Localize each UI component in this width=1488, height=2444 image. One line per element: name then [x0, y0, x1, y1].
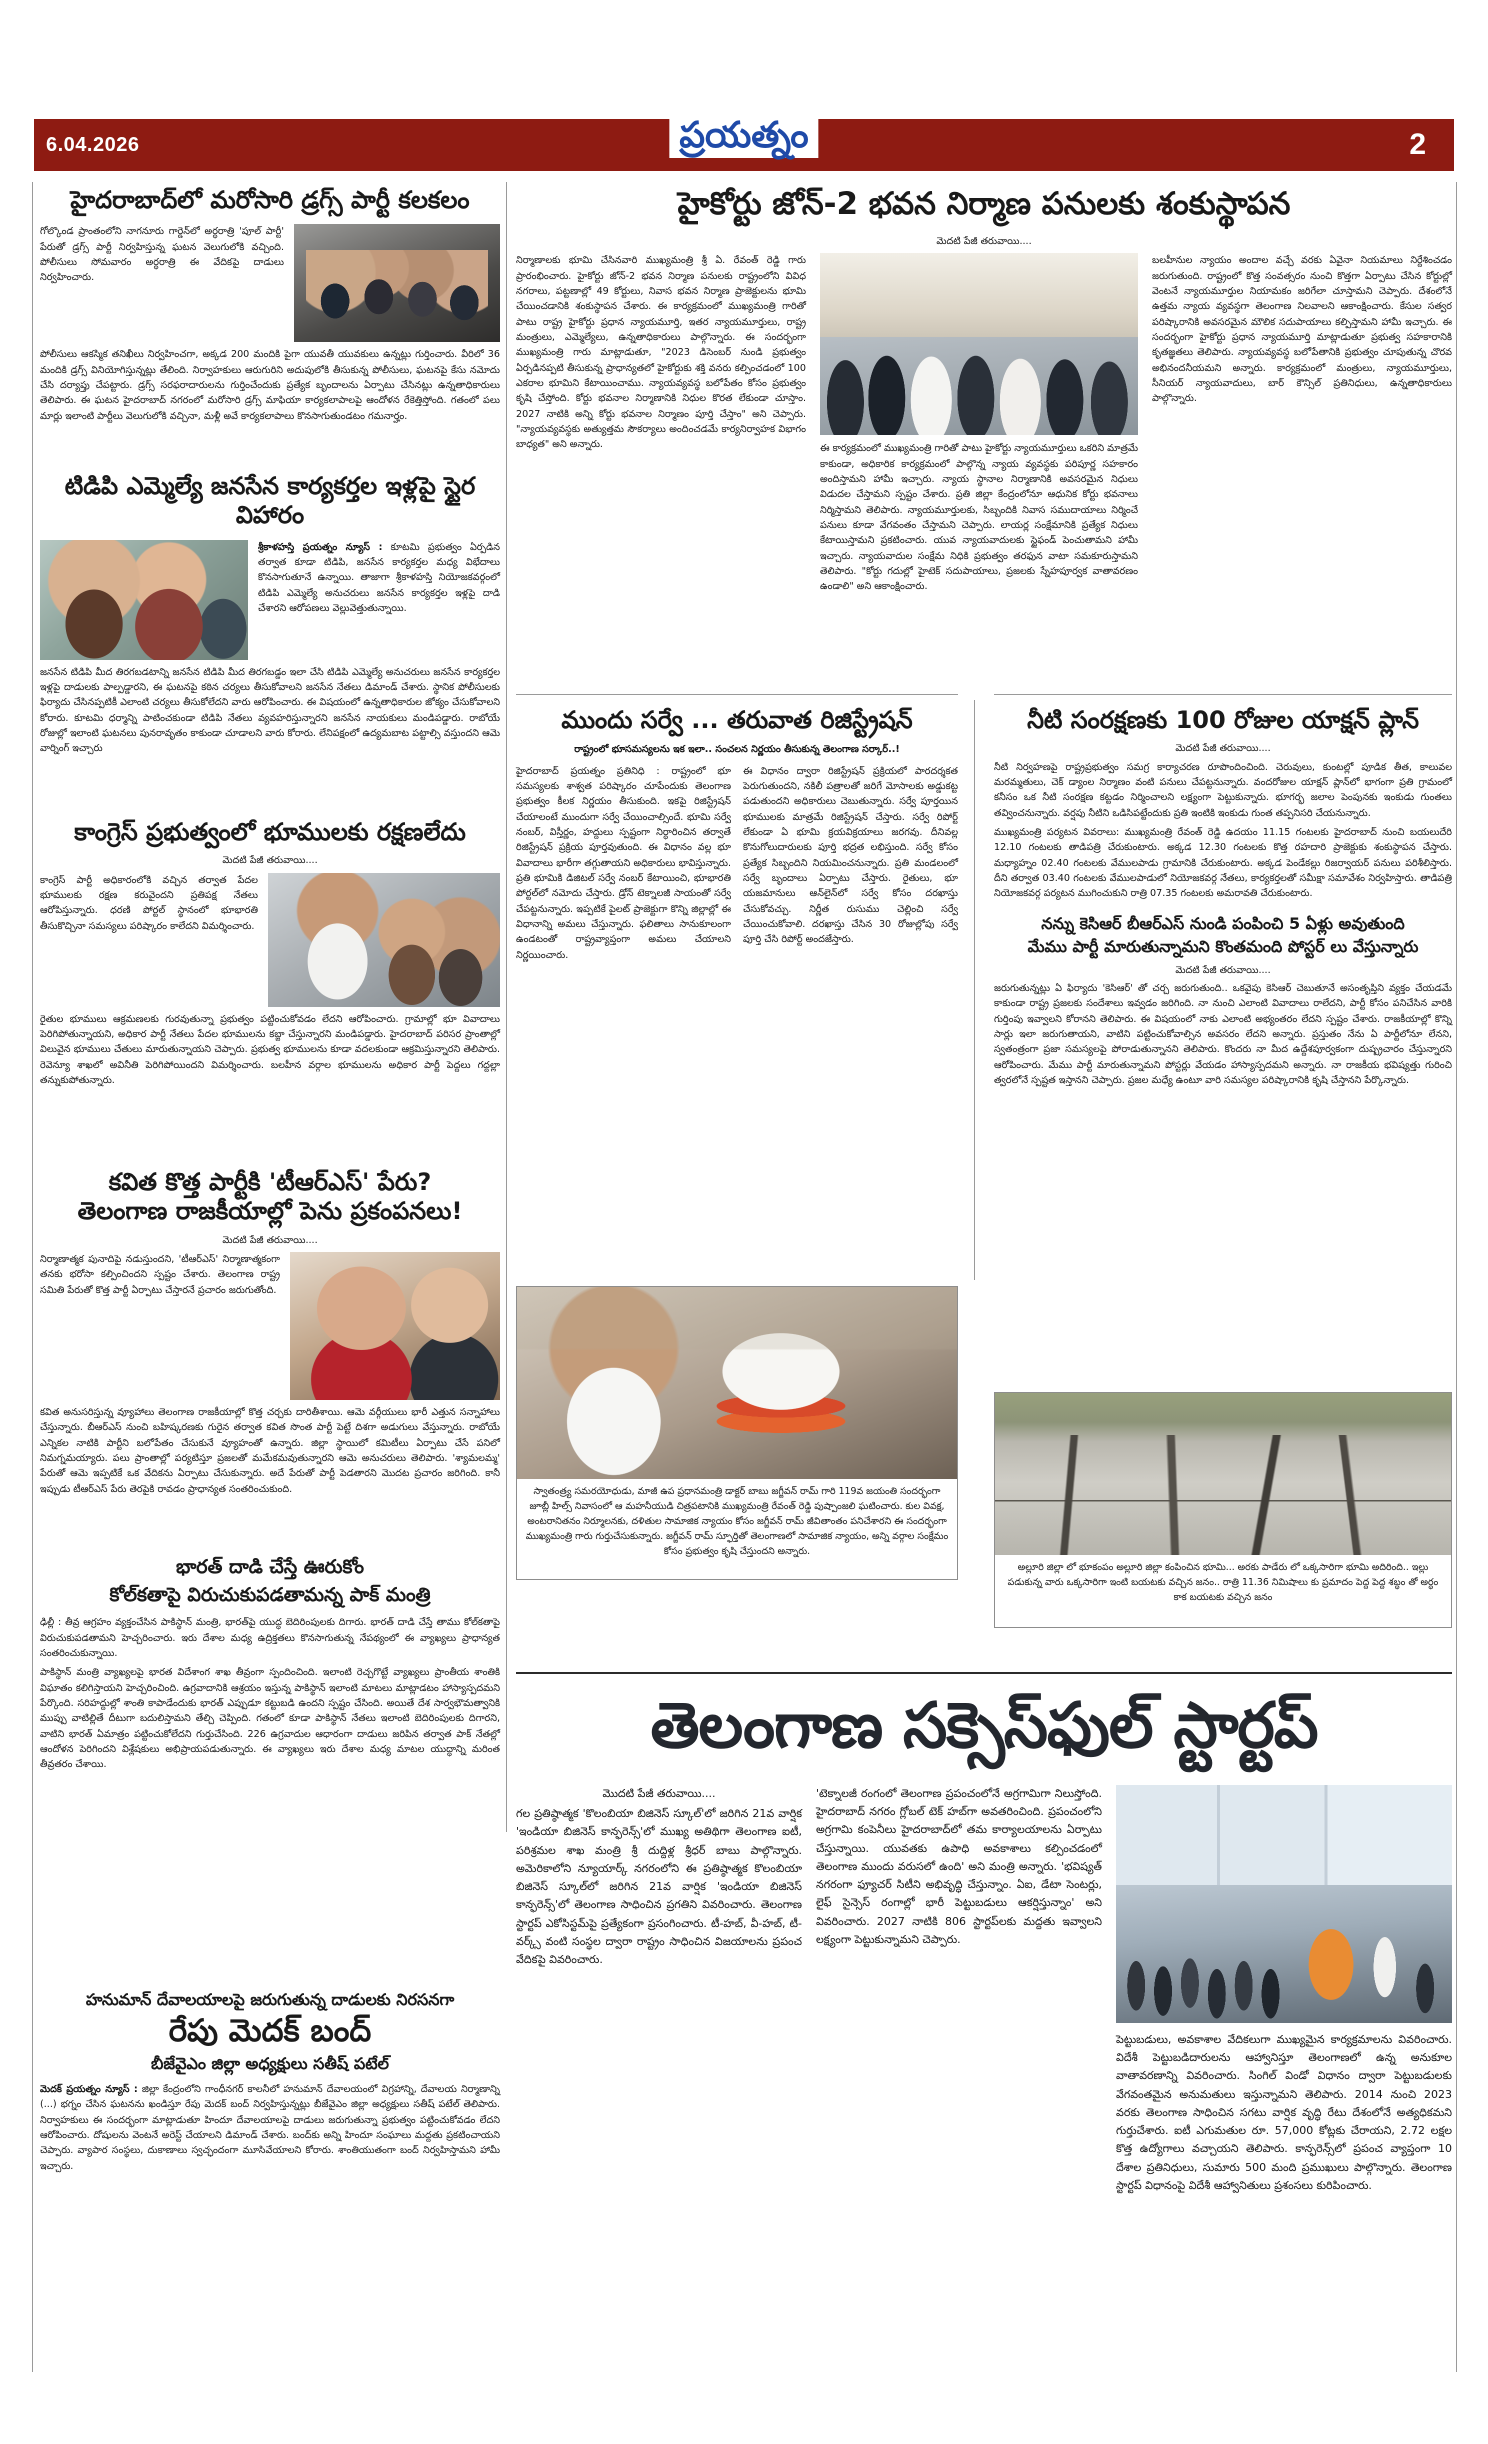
- article-kavitha-text-1: నిర్మాణాత్మక పునాదిపై నడుస్తుందని, 'టీఆర్ఎస్' నిర్మాణాత్మకంగా తనకు భరోసా కల్పించిందని స్పష్టం చేశారు. తెలంగాణ రాష్ట్ర సమితి పేరుతో కొత్త పార్టీ ఏర్పాటు చేస్తారనే ప్రచారం జరుగుతోంది.: [40, 1253, 280, 1296]
- dateline-congress: మెదటి పేజీ తరువాయి....: [222, 855, 318, 867]
- column-divider-right: [1456, 182, 1457, 2372]
- dateline-high-court: మెదటి పేజీ తరువాయి....: [936, 235, 1032, 247]
- headline-kavitha-line2: తెలంగాణ రాజకీయాల్లో పెను ప్రకంపనలు!: [77, 1197, 463, 1226]
- dateline-startup: మొదటి పేజీ తరువాయి....: [602, 1786, 716, 1800]
- column-divider-survey-water: [974, 700, 975, 1280]
- page-number: 2: [1409, 128, 1426, 161]
- caption-earthquake: అల్లూరి జిల్లా లో భూకంపం అల్లూరి జిల్లా కంపించిన భూమి... అరకు పాడేరు లో ఒక్కసారిగా భూమి అదిరింది.. ఇల్లు పడుకున్న వారు ఒక్కసారిగా ఇంటి బయటకు వచ్చిన జనం.. రాత్రి 11.36 నిమిషాలు కు ప్రమాదం పెద్ద పెద్ద శబ్ధం తో అర్ధం కాక బయటకు వచ్చిన జనం: [1007, 1562, 1439, 1604]
- photo-box-earthquake: [994, 1392, 1452, 1628]
- jagjivan-ram-tribute-photo: [517, 1287, 957, 1479]
- headline-medak-main: రేపు మెదక్ బంద్: [168, 2012, 372, 2049]
- article-congress-lands: [40, 818, 500, 1088]
- main-story-col-1: నిర్మాణాలకు భూమి చేసినవారి ముఖ్యమంత్రి శ్రీ ఏ. రేవంత్ రెడ్డి గారు ప్రారంభించారు. హైకోర్టు జోన్-2 భవన నిర్మాణ పనులకు రాష్ట్రంలోని వివిధ నగరాలు, పట్టణాల్లో 49 కోర్టులు, నివాస భవన నిర్మాణ ప్రాజెక్టులను భూమి చేయించడానికి శంకుస్థాపన చేశారు. ఈ కార్యక్రమంలో ముఖ్యమంత్రి గారితో పాటు రాష్ట్ర హైకోర్టు ప్రధాన న్యాయమూర్తి, ఇతర న్యాయమూర్తులు, రాష్ట్ర మంత్రులు, ఎమ్మెల్యేలు, ఉన్నతాధికారులు పాల్గొన్నారు. ఈ సందర్భంగా ముఖ్యమంత్రి గారు మాట్లాడుతూ, "2023 డిసెంబర్ నుండి ప్రభుత్వం ఏర్పడినప్పటి తీసుకున్న ప్రాధాన్యతలో హైకోర్టుకు శక్తి వనరు కల్పించడంలో 100 ఎకరాల భూమిని కేటాయించాము. న్యాయవ్యవస్థ బలోపేతం కోసం ప్రభుత్వం కృషి చేస్తోంది. కోర్టు భవనాల నిర్మాణానికి నిధుల కొరత లేకుండా చూస్తాం. 2027 నాటికి అన్ని కోర్టు భవనాల నిర్మాణం పూర్తి చేస్తాం" అని చెప్పారు. "న్యాయవ్యవస్థకు అత్యుత్తమ సౌకర్యాలు అందించడమే కార్యనిర్వాహక విభాగం బాధ్యత" అని అన్నారు.: [516, 255, 806, 451]
- dateline-water: మెదటి పేజీ తరువాయి....: [1175, 743, 1271, 755]
- earthquake-road-crack-photo: [995, 1393, 1451, 1555]
- article-medak-body: [40, 2082, 500, 2174]
- water-text-3: జరుగుతున్నట్లు ఏ ఫిర్యాదు 'కెసిఆర్' తో చర్చ జరుగుతుంది.. ఒకవైపు కెసిఆర్ చెబుతూనే అసంతృప్తిని వ్యక్తం చేయడమే కాకుండా రాష్ట్ర ప్రజలకు సందేశాలు ఇవ్వడం జరిగింది. నా నుంచి ఎలాంటి వివాదాలు రాలేదని, పార్టీ కోసం పనిచేసిన వారికి గుర్తింపు ఇవ్వాలని కోరానని తెలిపారు. ఈ విషయంలో నాకు ఎలాంటి అభ్యంతరం లేదని స్పష్టం చేశారు. రాజకీయాల్లో కొన్ని సార్లు ఇలా జరుగుతాయని, వాటిని పట్టించుకోవాల్సిన అవసరం లేదని అన్నారు. ప్రస్తుతం నేను ఏ పార్టీలోనూ లేనని, స్వతంత్రంగా ప్రజా సమస్యలపై పోరాడుతున్నానని తెలిపారు. కొందరు నా మీద ఉద్దేశపూర్వకంగా దుష్ప్రచారం చేస్తున్నారని ఆరోపించారు. మేము పార్టీ మారుతున్నామని పోస్టర్లు వేయడం హాస్యాస్పదమని అన్నారు. నా రాజకీయ భవిష్యత్తు గురించి త్వరలోనే స్పష్టత ఇస్తానని చెప్పారు. ప్రజల మధ్యే ఉంటూ వారి సమస్యల పరిష్కారానికి కృషి చేస్తానని పేర్కొన్నారు.: [994, 983, 1452, 1087]
- headline-tdp-mla: టిడిపి ఎమ్మెల్యే జనసేన కార్యకర్తల ఇళ్లపై స్టైర విహారం: [64, 472, 476, 530]
- article-pak-text-1: ఢిల్లీ : తీవ్ర ఆగ్రహం వ్యక్తంచేసిన పాకిస్థాన్ మంత్రి, భారత్‌పై యుద్ధ బెదిరింపులకు దిగారు. భారత్ దాడి చేస్తే తాము కోల్‌కతాపై విరుచుకుపడతామని హెచ్చరించారు. ఇరు దేశాల మధ్య ఉద్రిక్తతలు కొనసాగుతున్న నేపథ్యంలో ఈ వ్యాఖ్యలు ప్రాధాన్యత సంతరించుకున్నాయి.: [40, 1617, 500, 1660]
- startup-col-1: గల ప్రతిష్ఠాత్మక 'కొలంబియా బిజినెస్ స్కూల్'లో జరిగిన 21వ వార్షిక 'ఇండియా బిజినెస్ కాన్ఫరెన్స్'లో ముఖ్య అతిథిగా తెలంగాణ ఐటీ, పరిశ్రమల శాఖ మంత్రి శ్రీ దుద్దిళ్ల శ్రీధర్ బాబు పాల్గొన్నారు. అమెరికాలోని న్యూయార్క్ నగరంలోని ఈ ప్రతిష్ఠాత్మక కొలంబియా బిజినెస్ స్కూల్‌లో జరిగిన 21వ వార్షిక 'ఇండియా బిజినెస్ కాన్ఫరెన్స్'లో తెలంగాణ సాధించిన ప్రగతిని వివరించారు. తెలంగాణ స్టార్టప్ ఎకోసిస్టమ్‌పై ప్రత్యేకంగా ప్రసంగించారు. టీ-హబ్, వీ-హబ్, టీ-వర్క్స్ వంటి సంస్థల ద్వారా రాష్ట్రం సాధించిన విజయాలను ప్రపంచ వేదికపై వివరించారు.: [516, 1807, 802, 1967]
- byline-tdp: శ్రీకాళహస్తి ప్రయత్నం న్యూస్ :: [258, 541, 383, 553]
- article-pak-text-2: పాకిస్థాన్ మంత్రి వ్యాఖ్యలపై భారత విదేశాంగ శాఖ తీవ్రంగా స్పందించింది. ఇలాంటి రెచ్చగొట్టే వ్యాఖ్యలు ప్రాంతీయ శాంతికి విఘాతం కలిగిస్తాయని హెచ్చరించింది. ఉగ్రవాదానికి ఆశ్రయం ఇస్తున్న పాకిస్థాన్ ఇలాంటి మాటలు మాట్లాడటం హాస్యాస్పదమని పేర్కొంది. సరిహద్దుల్లో శాంతి కాపాడేందుకు భారత్ ఎప్పుడూ కట్టుబడి ఉందని స్పష్టం చేసింది. అయితే దేశ సార్వభౌమత్వానికి ముప్పు వాటిల్లితే దీటుగా బదులిస్తామని తేల్చి చెప్పింది. గతంలో కూడా పాకిస్థాన్ నేతలు ఇలాంటి బెదిరింపులకు దిగారని, వాటిని భారత్ ఏమాత్రం పట్టించుకోలేదని గుర్తుచేసింది. 226 ఉగ్రవాదుల ఆధారంగా దాడులు జరిపిన తర్వాత పాక్ నేతల్లో ఆందోళన పెరిగిందని విశ్లేషకులు అభిప్రాయపడుతున్నారు. ఈ వ్యాఖ్యలు ఇరు దేశాల మధ్య మాటల యుద్ధాన్ని మరింత తీవ్రతరం చేశాయి.: [40, 1667, 500, 1771]
- water-text-1: నీటి నిర్వహణపై రాష్ట్రప్రభుత్వం సమగ్ర కార్యాచరణ రూపొందించింది. చెరువులు, కుంటల్లో పూడిక తీత, కాలువల మరమ్మతులు, చెక్ డ్యాంల నిర్మాణం వంటి పనులు చేపట్టనున్నారు. వందరోజుల యాక్షన్ ప్లాన్‌లో భాగంగా ప్రతి గ్రామంలో కనీసం ఒక నీటి సంరక్షణ కట్టడం నిర్మించాలని లక్ష్యంగా పెట్టుకున్నారు. భూగర్భ జలాల పెంపునకు ఇంకుడు గుంతలు తవ్వించనున్నారు. వర్షపు నీటిని ఒడిసిపట్టేందుకు ప్రతి ఇంటికి ఇంకుడు గుంత తప్పనిసరి చేయనున్నారు.: [994, 761, 1452, 819]
- headline-kcr-line2: మేము పార్టీ మారుతున్నామని కొంతమంది పోస్టర్ లు వేస్తున్నారు: [1027, 937, 1419, 957]
- headline-kavitha-line1: కవిత కొత్త పార్టీకి 'టీఆర్ఎస్' పేరు?: [108, 1168, 432, 1196]
- headline-drugs-party: హైదరాబాద్‌లో మరోసారి డ్రగ్స్ పార్టీ కలకలం: [70, 186, 470, 214]
- publication-date: 6.04.2026: [46, 133, 140, 156]
- column-divider-left: [506, 182, 507, 1832]
- drugs-party-photo: [294, 224, 500, 342]
- article-congress-text-1: కాంగ్రెస్ పార్టీ అధికారంలోకి వచ్చిన తర్వాత పేదల భూములకు రక్షణ కరువైందని ప్రతిపక్ష నేతలు ఆరోపిస్తున్నారు. ధరణి పోర్టల్ స్థానంలో భూభారతి తీసుకొచ్చినా సమస్యలు పరిష్కారం కాలేదని విమర్శించారు.: [40, 874, 258, 932]
- article-kavitha-party: [40, 1168, 500, 1497]
- article-drugs-text-1: గోల్కొండ ప్రాంతంలోని నాగనూరు గార్డెన్‌లో అర్ధరాత్రి 'పూల్ పార్టీ' పేరుతో డ్రగ్స్ పార్టీ నిర్వహిస్తున్న ఘటన వెలుగులోకి వచ్చింది. పోలీసులు సోమవారం అర్ధరాత్రి ఈ వేదికపై దాడులు నిర్వహించారు.: [40, 226, 284, 284]
- survey-col-2: ఈ విధానం ద్వారా రిజిస్ట్రేషన్ ప్రక్రియలో పారదర్శకత పెరుగుతుందని, నకిలీ పత్రాలతో జరిగే మోసాలకు అడ్డుకట్ట పడుతుందని అధికారులు చెబుతున్నారు. సర్వే పూర్తయిన భూములకు మాత్రమే రిజిస్ట్రేషన్ చేస్తారు. సర్వే రిపోర్ట్ లేకుండా ఏ భూమి క్రయవిక్రయాలు జరగవు. దీనివల్ల కొనుగోలుదారులకు పూర్తి భద్రత లభిస్తుంది. సర్వే కోసం ప్రత్యేక సిబ్బందిని నియమించనున్నారు. ప్రతి మండలంలో సర్వే బృందాలు ఏర్పాటు చేస్తారు. రైతులు, భూ యజమానులు ఆన్‌లైన్‌లో సర్వే కోసం దరఖాస్తు చేసుకోవచ్చు. నిర్ణీత రుసుము చెల్లించి సర్వే చేయించుకోవాలి. దరఖాస్తు చేసిన 30 రోజుల్లోపు సర్వే పూర్తి చేసి రిపోర్ట్ అందజేస్తారు.: [743, 765, 958, 946]
- article-tdp-mla: [40, 472, 500, 757]
- headline-pak-line2: కోల్‌కతాపై విరుచుకుపడతామన్న పాక్ మంత్రి: [109, 1584, 431, 1607]
- story-water-conservation: [994, 706, 1452, 1088]
- startup-conference-photo: [1116, 1785, 1452, 2023]
- photo-box-jagjivan-ram: [516, 1286, 958, 1580]
- rule-above-water: [994, 694, 1452, 695]
- subhead-survey: రాష్ట్రంలో భూసమస్యలను ఇక ఇలా.. సంచలన నిర్ణయం తీసుకున్న తెలంగాణ సర్కార్..!: [574, 744, 900, 756]
- headline-congress-lands: కాంగ్రెస్ ప్రభుత్వంలో భూములకు రక్షణలేదు: [74, 818, 466, 846]
- article-drugs-party: [40, 186, 500, 424]
- story-telangana-startup: [516, 1688, 1452, 2195]
- kavitha-photo: [290, 1252, 500, 1400]
- headline-startup: తెలంగాణ సక్సెస్‌ఫుల్ స్టార్టప్: [650, 1689, 1318, 1762]
- masthead-logo-box: [669, 115, 818, 158]
- dateline-kcr: మెదటి పేజీ తరువాయి....: [1175, 964, 1271, 976]
- rule-above-survey: [516, 694, 958, 695]
- main-story-high-court: [516, 186, 1452, 595]
- article-pak-minister: [40, 1556, 500, 1773]
- article-tdp-text-2: జనసేన టిడిపి మీద తిరగబడటాన్ని జనసేన టిడిపి మీద తిరగబడ్డం ఇలా చేసి టిడిపి ఎమ్మెల్యే అనుచరులు జనసేన కార్యకర్తల ఇళ్లపై దాడులకు పాల్పడ్డారని, ఈ ఘటనపై కఠిన చర్యలు తీసుకోవాలని జనసేన నేతలు డిమాండ్ చేశారు. స్థానిక పోలీసులకు ఫిర్యాదు చేసినప్పటికీ ఎలాంటి చర్యలు తీసుకోలేదని వారు ఆరోపించారు. ఈ విషయంలో ఉన్నతాధికారుల జోక్యం చేసుకోవాలని కోరారు. కూటమి ధర్మాన్ని పాటించకుండా టిడిపి నేతలు వ్యవహరిస్తున్నారని జనసేన నాయకులు మండిపడ్డారు. రాబోయే రోజుల్లో ఇలాంటి ఘటనలు పునరావృతం కాకుండా చూడాలని వారు కోరారు. లేనిపక్షంలో ఉద్యమబాట పట్టాల్సి వస్తుందని ఆమె వార్నింగ్ ఇచ్చారు: [40, 666, 500, 755]
- high-court-foundation-photo: [820, 253, 1138, 435]
- headline-water-plan: నీటి సంరక్షణకు 100 రోజుల యాక్షన్ ప్లాన్: [1027, 706, 1419, 734]
- caption-jagjivan-ram: స్వాతంత్ర్య సమరయోధుడు, మాజీ ఉప ప్రధానమంత్రి డాక్టర్ బాబు జగ్జీవన్ రామ్ గారి 119వ జయంతి సందర్భంగా జూబ్లీ హిల్స్ నివాసంలో ఆ మహనీయుడి చిత్రపటానికి ముఖ్యమంత్రి రేవంత్ రెడ్డి పుష్పాంజలి ఘటించారు. కుల వివక్ష, అంటరానితనం నిర్మూలనకు, దళితుల సామాజిక న్యాయం కోసం జగ్జీవన్ రామ్ జీవితాంతం పనిచేశారని ఈ సందర్భంగా ముఖ్యమంత్రి గారు గుర్తుచేసుకున్నారు. జగ్జీవన్ రామ్ స్ఫూర్తితో తెలంగాణలో సామాజిక న్యాయం, అన్ని వర్గాల సంక్షేమం కోసం ప్రభుత్వం కృషి చేస్తుందని అన్నారు.: [525, 1486, 949, 1558]
- dateline-kavitha: మెదటి పేజీ తరువాయి....: [222, 1234, 318, 1246]
- headline-kcr-line1: నన్ను కెసిఆర్ బీఆర్ఎస్ నుండి పంపించి 5 ఏళ్లు అవుతుంది: [1041, 913, 1405, 933]
- rule-above-startup: [516, 1672, 1452, 1674]
- congress-meeting-photo: [268, 873, 500, 1007]
- main-story-col-3: బలహీనుల న్యాయం అందాల వచ్చే వరకు ఏవైనా నియమాలు నిర్దేశించడం జరుగుతుంది. రాష్ట్రంలో కొత్త సంవత్సరం నుంచి కొత్తగా ఏర్పాటు చేసిన కోర్టుల్లో వెంటనే న్యాయమూర్తుల నియామకం జరిగేలా చూస్తామని చెప్పారు. దేశంలోనే ఉత్తమ న్యాయ వ్యవస్థగా తెలంగాణ నిలవాలని ఆకాంక్షించారు. కేసుల సత్వర పరిష్కారానికి అవసరమైన మౌలిక సదుపాయాలు కల్పిస్తామని హామీ ఇచ్చారు. ఈ సందర్భంగా హైకోర్టు ప్రధాన న్యాయమూర్తి మాట్లాడుతూ ప్రభుత్వ సహకారానికి కృతజ్ఞతలు తెలిపారు. న్యాయవ్యవస్థ బలోపేతానికి ప్రభుత్వం చూపుతున్న చొరవ అభినందనీయమని అన్నారు. కార్యక్రమంలో మంత్రులు, న్యాయమూర్తులు, సీనియర్ న్యాయవాదులు, బార్ కౌన్సిల్ ప్రతినిధులు, ఉన్నతాధికారులు పాల్గొన్నారు.: [1152, 255, 1452, 405]
- headline-medak-kicker: హనుమాన్ దేవాలయాలపై జరుగుతున్న దాడులకు నిరసనగా: [85, 1990, 455, 2009]
- headline-pak-line1: భారత్ దాడి చేస్తే ఊరుకోం: [175, 1556, 365, 1578]
- column-divider-left-outer: [32, 182, 33, 2372]
- byline-medak: మెదక్ ప్రయత్నం న్యూస్ :: [40, 2083, 138, 2095]
- article-medak-text-1: జిల్లా కేంద్రంలోని గాంధీనగర్ కాలనీలో హనుమాన్ దేవాలయంలో విగ్రహాన్ని, దేవాలయ నిర్మాణాన్ని (...) భగ్నం చేసిన ఘటనను ఖండిస్తూ రేపు మెదక్ బంద్ నిర్వహిస్తున్నట్లు బీజేవైఎం జిల్లా అధ్యక్షులు సతీష్ పటేల్ తెలిపారు. నిర్వాహకులు ఈ సందర్భంగా మాట్లాడుతూ హిందూ దేవాలయాలపై దాడులు జరుగుతున్నా ప్రభుత్వం పట్టించుకోవడం లేదని ఆరోపించారు. దోషులను వెంటనే అరెస్ట్ చేయాలని డిమాండ్ చేశారు. బంద్‌కు అన్ని హిందూ సంఘాలు మద్దతు ప్రకటించాయని చెప్పారు. వ్యాపార సంస్థలు, దుకాణాలు స్వచ్ఛందంగా మూసివేయాలని కోరారు. శాంతియుతంగా బంద్ నిర్వహిస్తామని హామీ ఇచ్చారు.: [40, 2083, 500, 2172]
- article-congress-text-2: రైతుల భూములు ఆక్రమణలకు గురవుతున్నా ప్రభుత్వం పట్టించుకోవడం లేదని ఆరోపించారు. గ్రామాల్లో భూ వివాదాలు పెరిగిపోతున్నాయని, అధికార పార్టీ నేతలు పేదల భూములను కబ్జా చేస్తున్నారని మండిపడ్డారు. హైదరాబాద్ పరిసర ప్రాంతాల్లో విలువైన భూములు చేతులు మారుతున్నాయని చెప్పారు. ప్రభుత్వ భూములను కూడా వదలకుండా ఆక్రమిస్తున్నారని తెలిపారు. రెవెన్యూ శాఖలో అవినీతి పెరిగిపోయిందని విమర్శించారు. బలహీన వర్గాల భూములను అధికార పార్టీ పెద్దలు గద్దల్లా తన్నుకుపోతున్నారు.: [40, 1013, 500, 1086]
- water-text-2: ముఖ్యమంత్రి పర్యటన వివరాలు: ముఖ్యమంత్రి రేవంత్ రెడ్డి ఉదయం 11.15 గంటలకు హైదరాబాద్ నుంచి బయలుదేరి 12.10 గంటలకు తాడిపత్రి చేరుకుంటారు. అక్కడ 12.30 గంటలకు కొత్త రహదారి ప్రాజెక్టుకు శంకుస్థాపన చేస్తారు. మధ్యాహ్నం 02.40 గంటలకు వేములపాడు గ్రామానికి చేరుకుంటారు. అక్కడ పెండేకల్లు రిజర్వాయర్ పనులు పరిశీలిస్తారు. దీని తర్వాత 03.40 గంటలకు వేములపాడులో నియోజకవర్గ నేతలు, కార్యకర్తలతో సమీక్షా సమావేశం నిర్వహిస్తారు. తాడిపత్రి నియోజకవర్గ పర్యటన ముగించుకుని రాత్రి 07.35 గంటలకు అమరావతి చేరుకుంటారు.: [994, 826, 1452, 900]
- article-medak-bandh: [40, 1990, 500, 2174]
- startup-col-3: పెట్టుబడులు, అవకాశాల వేదికలుగా ముఖ్యమైన కార్యక్రమాలను వివరించారు. విదేశీ పెట్టుబడిదారులను ఆహ్వానిస్తూ తెలంగాణలో ఉన్న అనుకూల వాతావరణాన్ని వివరించారు. సింగిల్ విండో విధానం ద్వారా పెట్టుబడులకు వేగవంతమైన అనుమతులు ఇస్తున్నామని తెలిపారు. 2014 నుంచి 2023 వరకు తెలంగాణ సాధించిన సగటు వార్షిక వృద్ధి రేటు దేశంలోనే అత్యధికమని గుర్తుచేశారు. ఐటీ ఎగుమతుల రూ. 57,000 కోట్లకు చేరాయని, 2.72 లక్షల కొత్త ఉద్యోగాలు వచ్చాయని తెలిపారు. కాన్ఫరెన్స్‌లో ప్రపంచ వ్యాప్తంగా 10 దేశాల ప్రతినిధులు, సుమారు 500 మంది ప్రముఖులు పాల్గొన్నారు. తెలంగాణ స్టార్టప్ విధానంపై విదేశీ ఆహ్వానితులు ప్రశంసలు కురిపించారు.: [1116, 2032, 1452, 2192]
- survey-col-1: హైదరాబాద్ ప్రయత్నం ప్రతినిధి : రాష్ట్రంలో భూ సమస్యలకు శాశ్వత పరిష్కారం చూపేందుకు తెలంగాణ ప్రభుత్వం కీలక నిర్ణయం తీసుకుంది. ఇకపై రిజిస్ట్రేషన్ చేయాలంటే ముందుగా సర్వే చేయించాల్సిందే. భూమి సర్వే నంబర్, విస్తీర్ణం, హద్దులు స్పష్టంగా నిర్ధారించిన తర్వాతే రిజిస్ట్రేషన్ ప్రక్రియ పూర్తవుతుంది. ఈ విధానం వల్ల భూ వివాదాలు భారీగా తగ్గుతాయని అధికారులు భావిస్తున్నారు. ప్రతి భూమికి డిజిటల్ సర్వే నంబర్ కేటాయించి, భూభారతి పోర్టల్‌లో నమోదు చేస్తారు. డ్రోన్ టెక్నాలజీ సాయంతో సర్వే చేపట్టనున్నారు. ఇప్పటికే పైలట్ ప్రాజెక్టుగా కొన్ని జిల్లాల్లో ఈ విధానాన్ని అమలు చేస్తున్నారు. ఫలితాలు సానుకూలంగా ఉండటంతో రాష్ట్రవ్యాప్తంగా అమలు చేయాలని నిర్ణయించారు.: [516, 765, 731, 961]
- story-survey-registration: [516, 706, 958, 963]
- masthead-bar: [34, 115, 1454, 171]
- article-drugs-text-2: పోలీసులు ఆకస్మిక తనిఖీలు నిర్వహించగా, అక్కడ 200 మందికి పైగా యువతీ యువకులు ఉన్నట్లు గుర్తించారు. వీరిలో 36 మందికి డ్రగ్స్ వినియోగిస్తున్నట్లు తేలింది. నిర్వాహకులు ఆరుగురిని అదుపులోకి తీసుకున్న పోలీసులు, ఘటనపై కేసు నమోదు చేసి దర్యాప్తు చేపట్టారు. డ్రగ్స్ సరఫరాదారులను గుర్తించేందుకు ప్రత్యేక బృందాలను ఏర్పాటు చేసినట్లు ఉన్నతాధికారులు తెలిపారు. ఈ ఘటన హైదరాబాద్ నగరంలో మరోసారి డ్రగ్స్ మాఫియా కార్యకలాపాలపై ఆందోళన రేకెత్తిస్తోంది. గతంలో పలు మార్లు ఇలాంటి పార్టీలు వెలుగులోకి వచ్చినా, మళ్లీ అవే కార్యకలాపాలు కొనసాగుతుండటం గమనార్హం.: [40, 349, 500, 422]
- article-kavitha-text-2: కవిత అనుసరిస్తున్న వ్యూహాలు తెలంగాణ రాజకీయాల్లో కొత్త చర్చకు దారితీశాయి. ఆమె వర్గీయులు భారీ ఎత్తున సన్నాహాలు చేస్తున్నారు. బీఆర్ఎస్ నుంచి బహిష్కరణకు గురైన తర్వాత కవిత సొంత పార్టీ పెట్టే దిశగా అడుగులు వేస్తున్నారు. రాబోయే ఎన్నికల నాటికి పార్టీని బలోపేతం చేసుకునే వ్యూహంతో ఉన్నారు. జిల్లా స్థాయిలో కమిటీలు ఏర్పాటు చేసే పనిలో నిమగ్నమయ్యారు. పలు ప్రాంతాల్లో పర్యటిస్తూ ప్రజలతో మమేకమవుతున్నారని ఆమె అనుచరులు తెలిపారు. 'శ్యామలమ్మ' పేరుతో ఆమె ఇప్పటికే ఒక వేదికను ఏర్పాటు చేసుకున్నారు. అదే పేరుతో పార్టీ పెడతారని మొదట ప్రచారం జరిగింది. కానీ ఇప్పుడు టీఆర్ఎస్ పేరు తెరపైకి రావడం ప్రాధాన్యత సంతరించుకుంది.: [40, 1406, 500, 1495]
- article-tdp-text-1: కూటమి ప్రభుత్వం ఏర్పడిన తర్వాత కూడా టిడిపి, జనసేన కార్యకర్తల మధ్య విభేదాలు కొనసాగుతూనే ఉన్నాయి. తాజాగా శ్రీకాళహస్తి నియోజకవర్గంలో టిడిపి ఎమ్మెల్యే అనుచరులు జనసేన కార్యకర్తల ఇళ్లపై దాడి చేశారని ఆరోపణలు వెల్లువెత్తుతున్నాయి.: [258, 541, 500, 614]
- article-tdp-byline: [258, 540, 500, 617]
- newspaper-logo: ప్రయత్నం: [679, 115, 809, 156]
- headline-high-court: హైకోర్టు జోన్-2 భవన నిర్మాణ పనులకు శంకుస్థాపన: [677, 186, 1291, 222]
- startup-col-2: 'టెక్నాలజీ రంగంలో తెలంగాణ ప్రపంచంలోనే అగ్రగామిగా నిలుస్తోంది. హైదరాబాద్ నగరం గ్లోబల్ టెక్ హబ్‌గా అవతరించింది. ప్రపంచంలోని అగ్రగామి కంపెనీలు హైదరాబాద్‌లో తమ కార్యాలయాలను ఏర్పాటు చేస్తున్నాయి. యువతకు ఉపాధి అవకాశాలు కల్పించడంలో తెలంగాణ ముందు వరుసలో ఉంది' అని మంత్రి అన్నారు. 'భవిష్యత్ నగరంగా ఫ్యూచర్ సిటీని అభివృద్ధి చేస్తున్నాం. ఏఐ, డేటా సెంటర్లు, లైఫ్ సైన్సెస్ రంగాల్లో భారీ పెట్టుబడులు ఆకర్షిస్తున్నాం' అని వివరించారు. 2027 నాటికి 806 స్టార్టప్‌లకు మద్దతు ఇవ్వాలని లక్ష్యంగా పెట్టుకున్నామని చెప్పారు.: [816, 1786, 1102, 1946]
- main-story-col-2: ఈ కార్యక్రమంలో ముఖ్యమంత్రి గారితో పాటు హైకోర్టు న్యాయమూర్తులు ఒకరిని మాత్రమే కాకుండా, అధికారిక కార్యక్రమంలో పాల్గొన్న న్యాయ వ్యవస్థకు పరిపూర్ణ సహకారం అందిస్తామని హామీ ఇచ్చారు. న్యాయ స్థానాల నిర్మాణానికి అవసరమైన నిధులు విడుదల చేస్తామని స్పష్టం చేశారు. ప్రతి జిల్లా కేంద్రంలోనూ ఆధునిక కోర్టు భవనాలు నిర్మిస్తామని తెలిపారు. న్యాయమూర్తులకు, సిబ్బందికి నివాస సముదాయాలు నిర్మించే పనులు కూడా వేగవంతం చేస్తామని చెప్పారు. లాయర్ల సంక్షేమానికి ప్రత్యేక నిధులు కేటాయిస్తామని ప్రకటించారు. యువ న్యాయవాదులకు స్టైఫండ్ పెంచుతామని హామీ ఇచ్చారు. న్యాయవాదుల సంక్షేమ నిధికి ప్రభుత్వం తరఫున వాటా సమకూరుస్తామని తెలిపారు. "కోర్టు గదుల్లో హైటెక్ సదుపాయాలు, ప్రజలకు స్నేహపూర్వక వాతావరణం ఉండాలి" అని ఆకాంక్షించారు.: [820, 443, 1138, 593]
- tdp-mla-photo: [40, 540, 248, 660]
- headline-survey: ముందు సర్వే ... తరువాత రిజిస్ట్రేషన్: [561, 706, 913, 734]
- headline-medak-subhead: బీజేవైఎం జిల్లా అధ్యక్షులు సతీష్ పటేల్: [151, 2054, 389, 2074]
